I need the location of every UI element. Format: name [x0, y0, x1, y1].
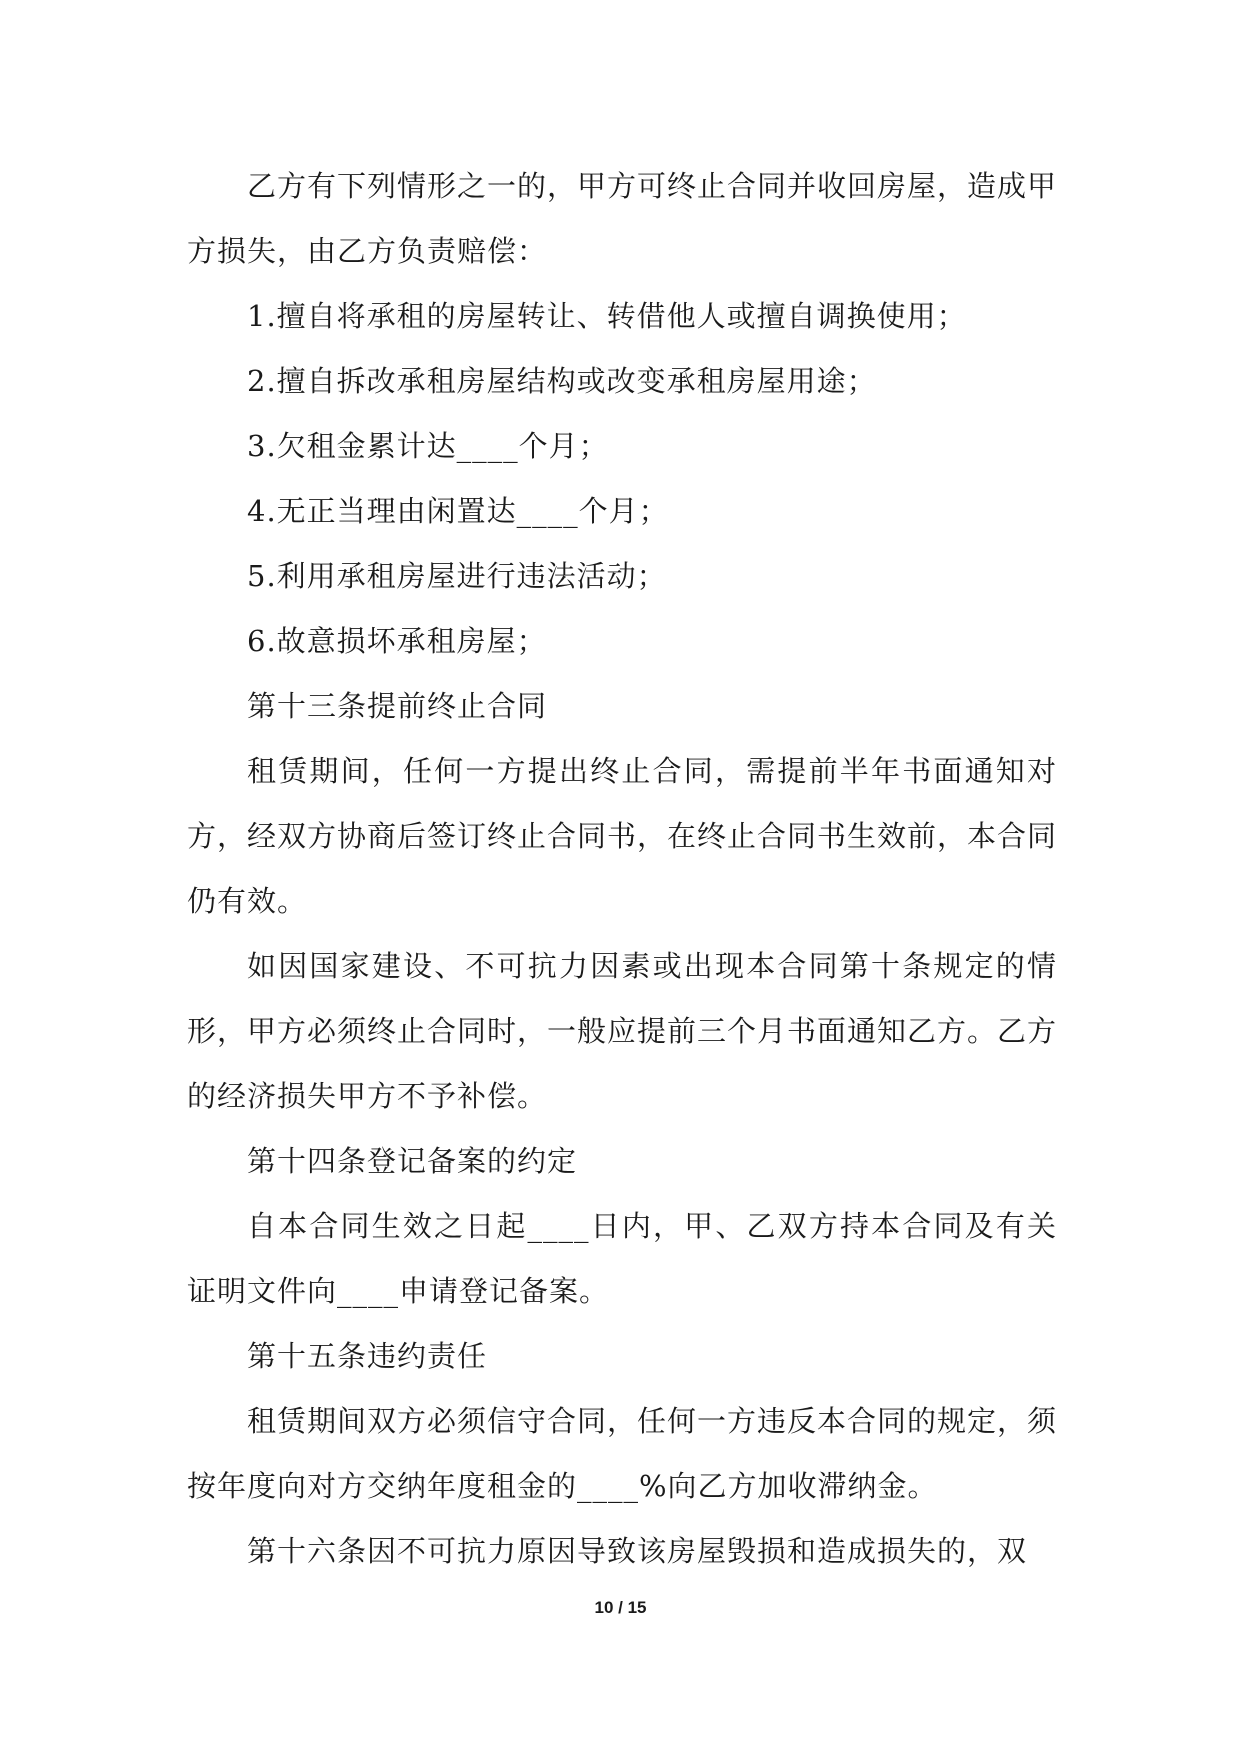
list-item-rent-arrears: 3.欠租金累计达____个月； [247, 429, 609, 463]
article-13-heading: 第十三条提前终止合同 [247, 689, 548, 723]
article-14-heading: 第十四条登记备案的约定 [247, 1144, 578, 1178]
list-item-sublet: 1.擅自将承租的房屋转让、转借他人或擅自调换使用； [247, 299, 967, 333]
paragraph-early-termination: 租赁期间，任何一方提出终止合同，需提前半年书面通知对方，经双方协商后签订终止合同书，在终止合同书生效前，本合同仍有效。 [187, 754, 1058, 918]
article-15-heading: 第十五条违约责任 [247, 1339, 488, 1373]
paragraph-article-16-start: 第十六条因不可抗力原因导致该房屋毁损和造成损失的，双 [247, 1534, 1028, 1568]
list-item-illegal-use: 5.利用承租房屋进行违法活动； [247, 559, 667, 593]
page-number: 10 / 15 [594, 1598, 647, 1617]
list-item-idle: 4.无正当理由闲置达____个月； [247, 494, 669, 528]
paragraph-force-majeure-termination: 如因国家建设、不可抗力因素或出现本合同第十条规定的情形，甲方必须终止合同时，一般应提前三个月书面通知乙方。乙方的经济损失甲方不予补偿。 [187, 949, 1058, 1113]
list-item-damage: 6.故意损坏承租房屋； [247, 624, 547, 658]
list-item-alteration: 2.擅自拆改承租房屋结构或改变承租房屋用途； [247, 364, 877, 398]
document-body [187, 154, 1057, 1584]
paragraph-termination-conditions: 乙方有下列情形之一的，甲方可终止合同并收回房屋，造成甲方损失，由乙方负责赔偿： [187, 169, 1058, 268]
paragraph-breach-liability: 租赁期间双方必须信守合同，任何一方违反本合同的规定，须按年度向对方交纳年度租金的____%向乙方加收滞纳金。 [187, 1404, 1058, 1503]
paragraph-registration: 自本合同生效之日起____日内，甲、乙双方持本合同及有关证明文件向____申请登记备案。 [187, 1209, 1057, 1308]
